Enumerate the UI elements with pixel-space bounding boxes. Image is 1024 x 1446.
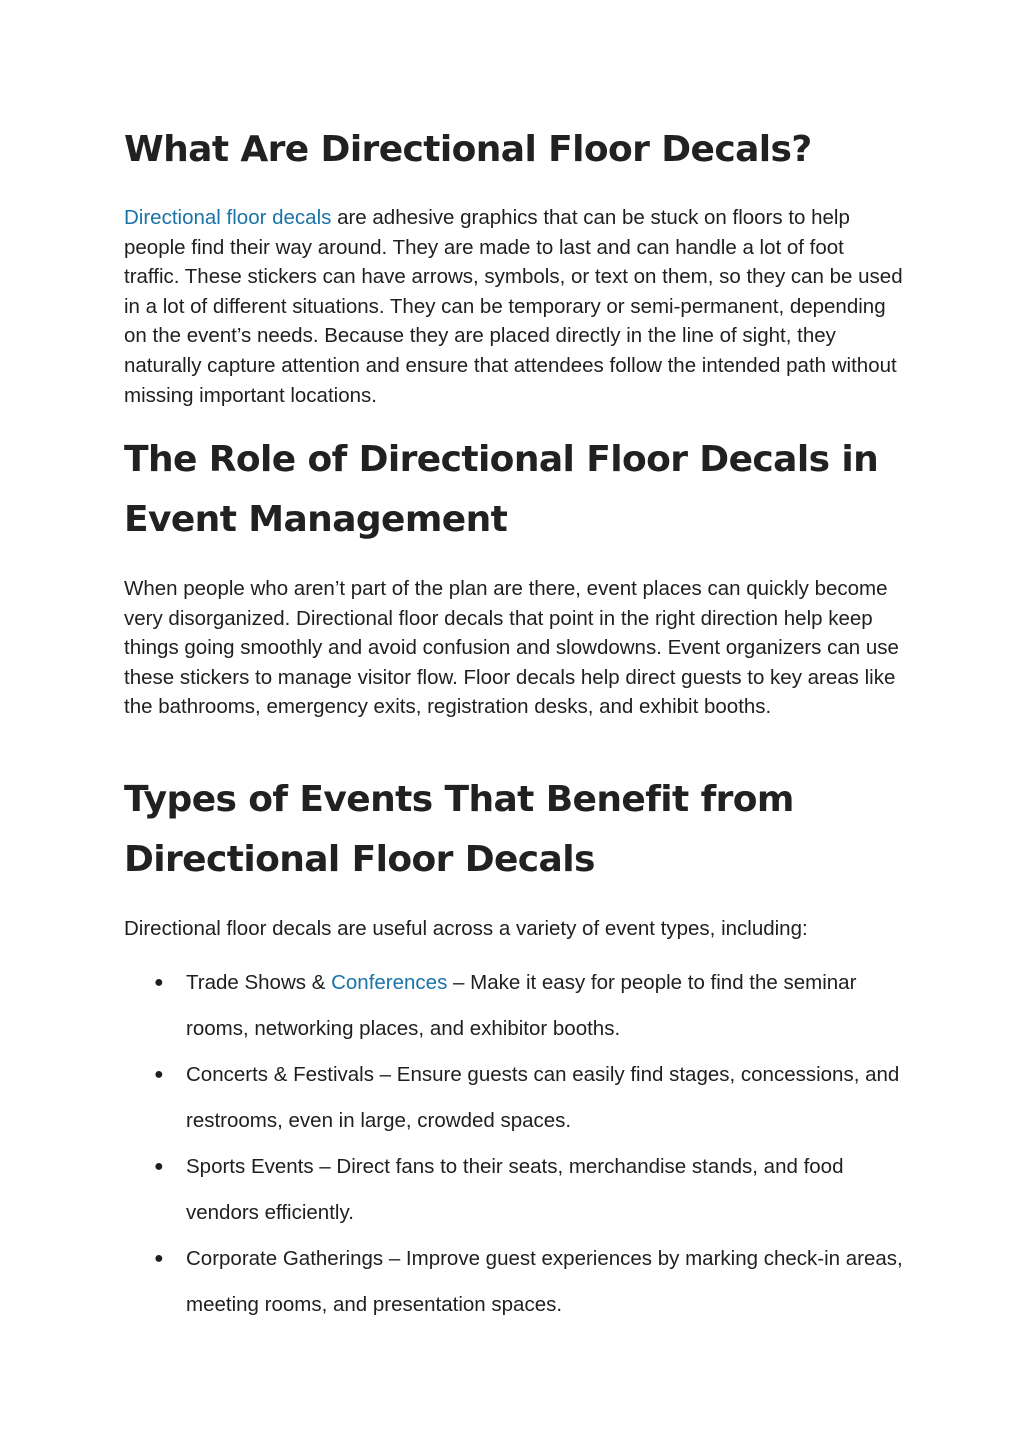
bullet-icon: ● (154, 1066, 164, 1083)
list-item (154, 1052, 914, 1144)
heading-types-of-events: Types of Events That Benefit from Directional Floor Decals (124, 779, 794, 880)
bullet-icon: ● (154, 1158, 164, 1175)
event-types-list (154, 960, 914, 1328)
list-item-text: Sports Events – Direct fans to their seats, merchandise stands, and food vendors efficiently. (186, 1155, 844, 1224)
list-item (154, 960, 914, 1052)
paragraph-what-are-decals-text: are adhesive graphics that can be stuck on floors to help people find their way around. They are made to last and can handle a lot of foot traffic. These stickers can have arrows, symbols, or text on them, so they can be used in a lot of different situations. They can be temporary or semi-permanent, depending on the event’s needs. Because they are placed directly in the line of sight, they naturally capture attention and ensure that attendees follow the intended path without missing important locations. (124, 206, 903, 407)
link-conferences[interactable]: Conferences (331, 971, 448, 994)
bullet-icon: ● (154, 974, 164, 991)
paragraph-what-are-decals (124, 203, 904, 410)
heading-what-are-decals: What Are Directional Floor Decals? (124, 129, 812, 170)
list-item-text: Concerts & Festivals – Ensure guests can easily find stages, concessions, and restrooms, even in large, crowded spaces. (186, 1063, 900, 1132)
heading-role-in-event-management: The Role of Directional Floor Decals in Event Management (124, 439, 879, 540)
list-item-text: Corporate Gatherings – Improve guest experiences by marking check-in areas, meeting rooms, and presentation spaces. (186, 1247, 903, 1316)
link-directional-floor-decals[interactable]: Directional floor decals (124, 206, 332, 229)
list-item-text: Trade Shows & (186, 971, 332, 994)
bullet-icon: ● (154, 1250, 164, 1267)
paragraph-types-intro: Directional floor decals are useful across a variety of event types, including: (124, 917, 808, 940)
list-item-text-rest: – Make it easy for people to find the seminar rooms, networking places, and exhibitor booths. (186, 971, 857, 1040)
list-item (154, 1236, 914, 1328)
list-item (154, 1144, 914, 1236)
paragraph-role: When people who aren’t part of the plan are there, event places can quickly become very disorganized. Directional floor decals that point in the right direction help keep things going smoothly and avoid confusion and slowdowns. Event organizers can use these stickers to manage visitor flow. Floor decals help direct guests to key areas like the bathrooms, emergency exits, registration desks, and exhibit booths. (124, 577, 899, 719)
